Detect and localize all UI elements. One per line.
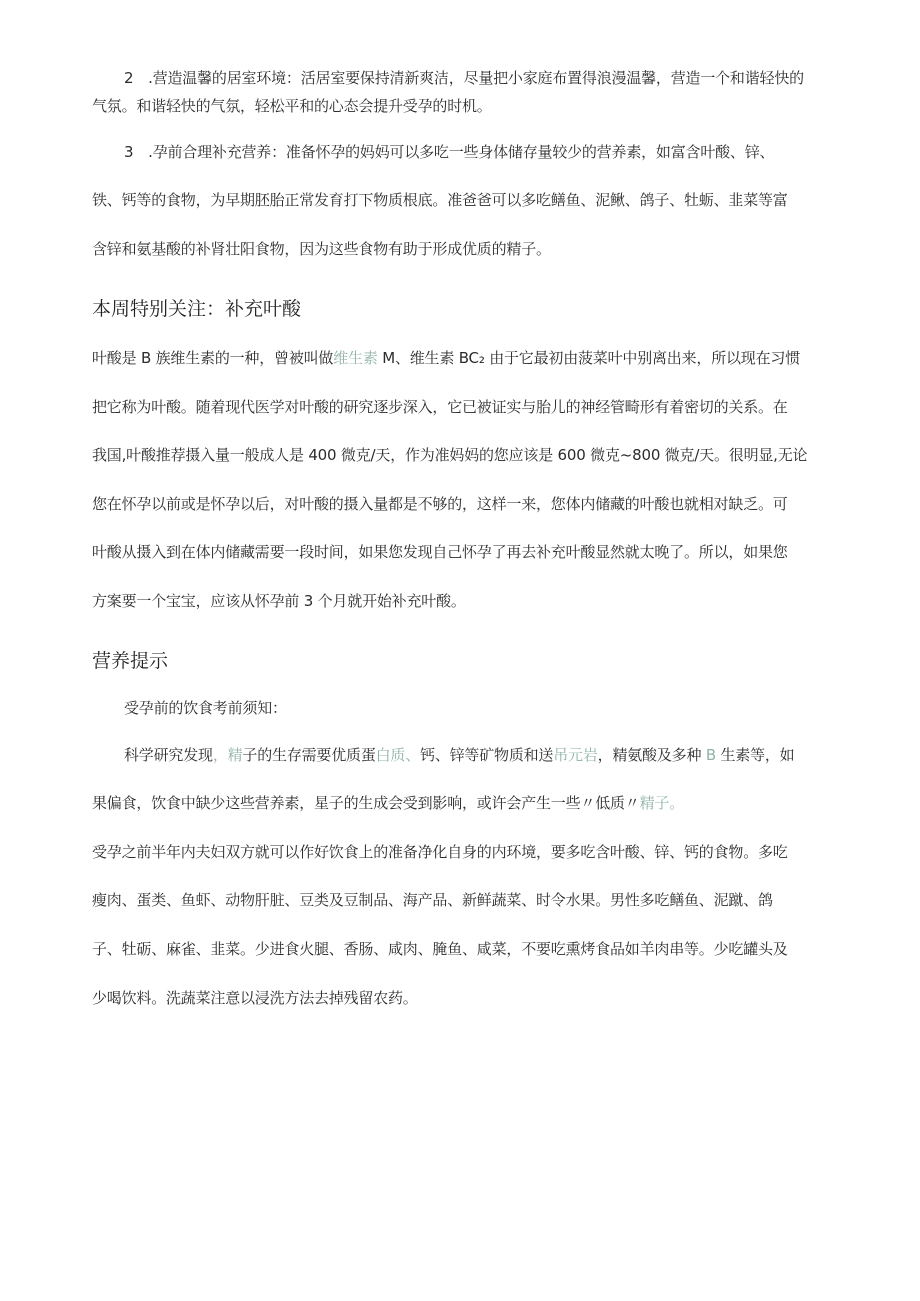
item-2-line-2: 气氛。和谐轻快的气氛，轻松平和的心态会提升受孕的时机。 [92,97,492,115]
text-run: 果偏食，饮食中缺少这些营养素，星子的生成会受到影响，或许会产生一些〃低质〃 [92,794,640,812]
faded-text-run: 白质、 [375,746,421,764]
text-run: 子的生存需要优质蛋 [242,746,376,764]
text-run: 生素等，如 [720,746,795,764]
nutrition-intro: 受孕前的饮食考前须知： [124,699,287,717]
faded-text-run: ，精 [212,746,243,764]
item-2-line-1: 2 .营造温馨的居室环境：活居室要保持清新爽洁，尽量把小家庭布置得浪漫温馨，营造一个和谐轻快的 [124,69,804,87]
diet-paragraph-line-2: 瘦肉、蛋类、鱼虾、动物肝脏、豆类及豆制品、海产品、新鲜蔬菜、时令水果。男性多吃鳝鱼、泥蹴、鸽 [92,891,773,909]
section-heading-nutrition-tips: 营养提示 [92,650,169,672]
folic-paragraph-line-5: 叶酸从摄入到在体内储藏需要一段时间，如果您发现自己怀孕了再去补充叶酸显然就太晚了。所以，如果您 [92,543,788,561]
folic-paragraph-line-4: 您在怀孕以前或是怀孕以后，对叶酸的摄入量都是不够的，这样一来，您体内储藏的叶酸也就相对缺乏。可 [92,495,788,513]
nutrition-sentence-line-1 [124,745,795,765]
item-3-line-2: 铁、钙等的食物，为早期胚胎正常发育打下物质根底。准爸爸可以多吃鳝鱼、泥鳅、鸽子、牡蛎、韭菜等富 [92,191,788,209]
text-run: 科学研究发现 [124,746,213,764]
diet-paragraph-line-1: 受孕之前半年内夫妇双方就可以作好饮食上的准备净化自身的内环境，要多吃含叶酸、锌、钙的食物。多吃 [92,843,788,861]
faded-text-run: 维生素 [333,349,378,367]
item-3-line-1: 3 .孕前合理补充营养：准备怀孕的妈妈可以多吃一些身体储存量较少的营养素，如富含叶酸、锌、 [124,143,775,161]
folic-paragraph-line-6: 方案要一个宝宝，应该从怀孕前 3 个月就开始补充叶酸。 [92,592,466,610]
text-run: ，精氨酸及多种 [597,746,702,764]
item-3-line-3: 含锌和氨基酸的补肾壮阳食物，因为这些食物有助于形成优质的精子。 [92,240,551,258]
folic-paragraph-line-2: 把它称为叶酸。随着现代医学对叶酸的研究逐步深入，它已被证实与胎儿的神经管畸形有着密切的关系。在 [92,398,788,416]
text-run: 叶酸是 B 族维生素的一种，曾被叫做 [92,349,334,367]
text-run: 钙、锌等矿物质和送 [420,746,554,764]
folic-paragraph-line-1 [92,348,800,368]
faded-text-run: 吊元岩 [553,746,598,764]
text-run: M、维生素 BC₂ 由于它最初由菠菜叶中别离出来，所以现在习惯 [377,349,801,367]
faded-text-run: 精子。 [639,794,685,812]
diet-paragraph-line-4: 少喝饮料。洗蔬菜注意以浸洗方法去掉残留农药。 [92,989,418,1007]
nutrition-sentence-line-2 [92,793,684,813]
section-heading-folic-acid: 本周特别关注：补充叶酸 [92,298,302,320]
diet-paragraph-line-3: 子、牡砺、麻雀、韭菜。少进食火腿、香肠、咸肉、腌鱼、咸菜，不要吃熏烤食品如羊肉串等。少吃罐头及 [92,940,788,958]
folic-paragraph-line-3: 我国,叶酸推荐摄入量一般成人是 400 微克/天，作为准妈妈的您应该是 600 微克~800 微克/天。很明显,无论 [92,446,808,464]
faded-text-run: B [701,746,721,764]
